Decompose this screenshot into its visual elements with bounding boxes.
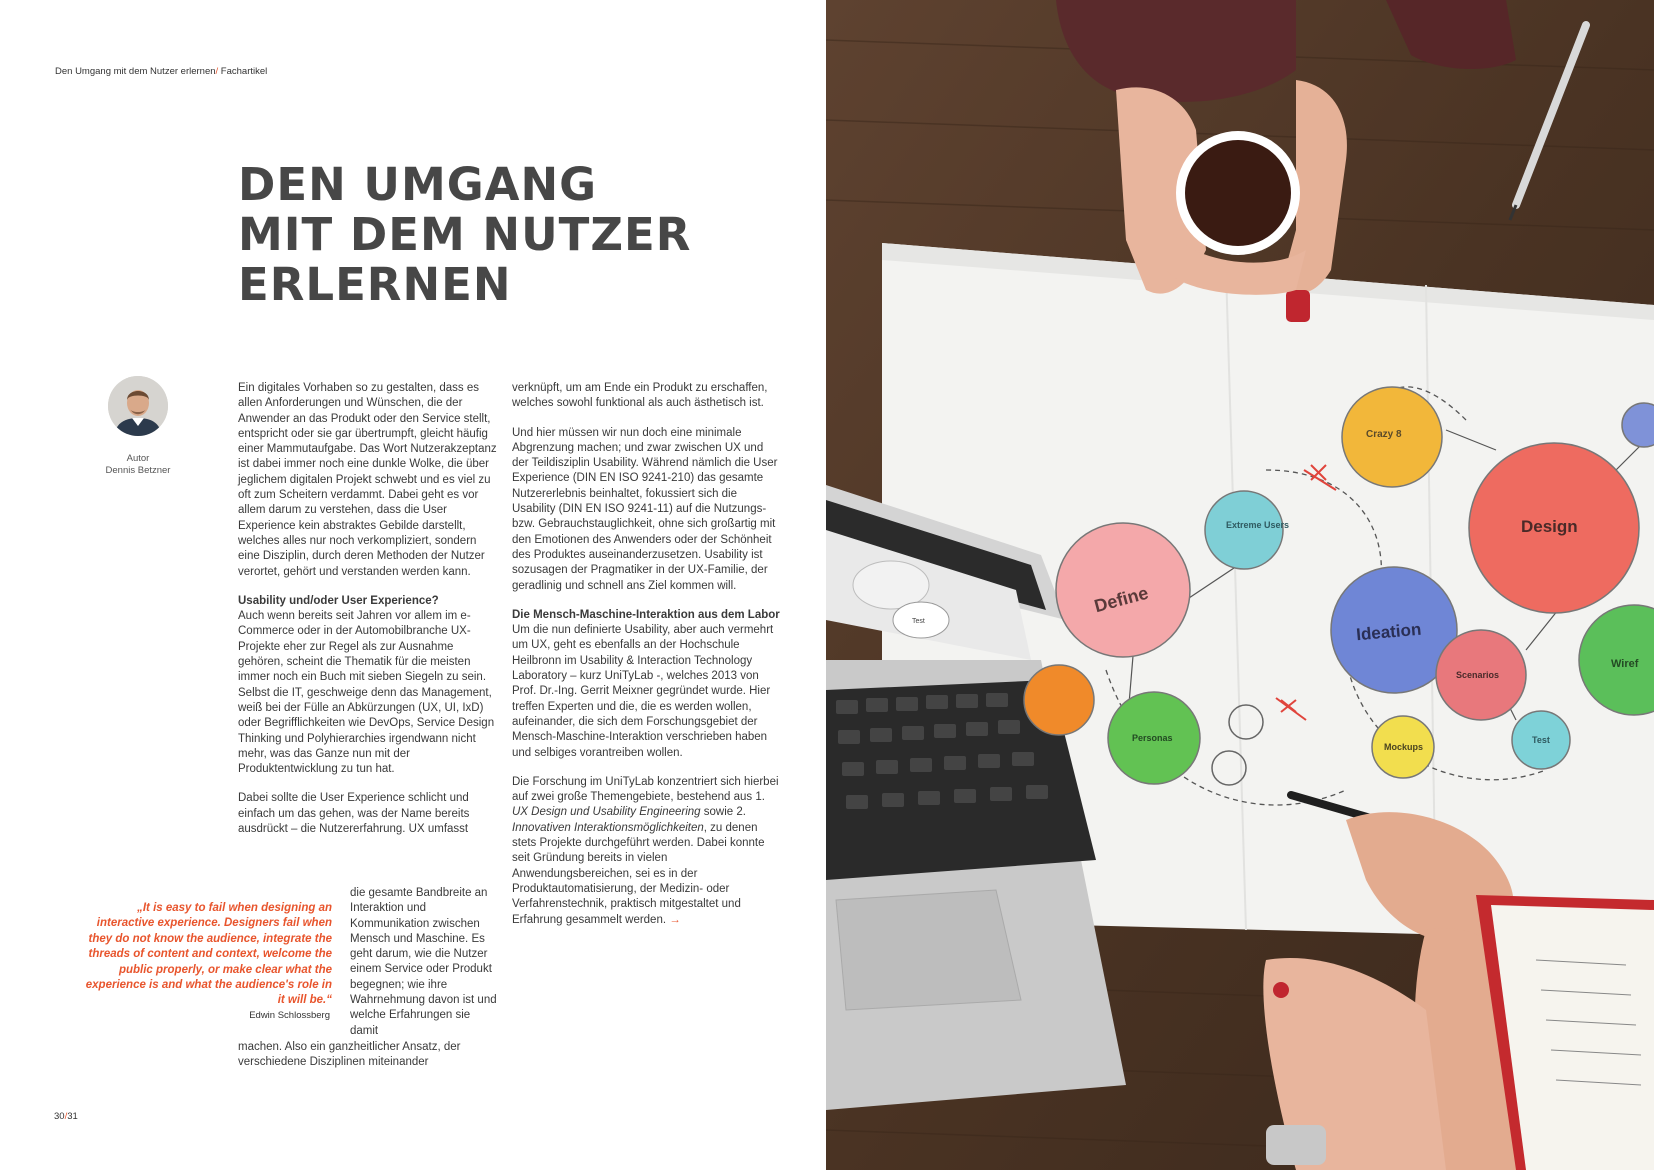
screen-test-label: Test — [912, 618, 925, 625]
bubble-personas: Personas — [1132, 733, 1173, 743]
bubble-test: Test — [1532, 735, 1550, 745]
col2-p4-italic-2: Innovativen Interaktionsmöglichkeiten — [512, 821, 704, 834]
bubble-define: Define — [1092, 582, 1151, 617]
page-number-separator: / — [64, 1111, 68, 1122]
left-page — [0, 0, 826, 1170]
col1-subheading: Usability und/oder User Experience? — [238, 594, 439, 607]
author-avatar — [108, 376, 168, 436]
author-name: Dennis Betzner — [105, 465, 171, 476]
text-column-1 — [238, 381, 498, 851]
text-column-1-wrap — [350, 886, 498, 1053]
page-number-right: 31 — [67, 1111, 78, 1122]
col2-p4-italic-1: UX Design und Usability Engineering — [512, 806, 701, 819]
col1-paragraph-3: Dabei sollte die User Experience schlicht und einfach um das gehen, was der Name bereits ausdrückt – die Nutzererfahrung. UX umfasst — [238, 792, 470, 836]
bubble-mockups: Mockups — [1384, 742, 1424, 752]
col1-paragraph-3-continued: die gesamte Bandbreite an Interaktion und Kommunikation zwischen Mensch und Maschine. Es geht darum, wie die Nutzer einem Service oder Produkt begegnen; wie ihre Wahrnehmung davon ist und welche Erfahrungen sie damit — [350, 887, 497, 1037]
author-label: Autor — [126, 453, 150, 464]
bubble-design: Design — [1521, 517, 1578, 536]
bubble-ideation: Ideation — [1355, 619, 1423, 645]
running-head-category: Fachartikel — [220, 66, 268, 77]
col2-p4-text-a: Die Forschung im UniTyLab konzentriert sich hierbei auf zwei große Themengebiete, bestehend aus 1. — [512, 775, 779, 804]
bubble-extreme-users: Extreme Users — [1226, 520, 1290, 530]
col2-paragraph-2: Und hier müssen wir nun doch eine minimale Abgrenzung machen; und zwar zwischen UX und der Teildisziplin Usability. Während nämlich die User Experience (DIN EN ISO 9241-210) das gesamte Nutzererlebnis beinhaltet, fokussiert sich die Usability (DIN EN ISO 9241-11) auf die Nutzungs- bzw. Gebrauchstauglichkeit, ohne sich großartig mit den Emotionen des Anwenders oder der Schönheit des Produktes auseinanderzusetzen. Usability ist sozusagen der Pragmatiker in der UX-Familie, der geradlinig und schnell ans Ziel kommen will. — [512, 426, 778, 592]
text-column-1-end — [238, 1040, 498, 1085]
headline-line-3: ERLERNEN — [238, 258, 512, 311]
headline-line-2: MIT DEM NUTZER — [238, 208, 692, 261]
col2-p4-text-b: sowie 2. — [703, 806, 746, 819]
continue-arrow-icon: → — [669, 913, 681, 926]
bubble-scenarios: Scenarios — [1456, 670, 1500, 680]
article-headline — [238, 160, 691, 310]
page-number-left: 30 — [54, 1111, 65, 1122]
author-caption — [96, 453, 180, 477]
col2-paragraph-3: Um die nun definierte Usability, aber auch vermehrt um UX, geht es ebenfalls an der Hochschule Heilbronn im Usability & Interaction Technology Laboratory – kurz UniTyLab -, welches 2013 von Prof. Dr.-Ing. Gerrit Meixner gegründet wurde. Hier treffen Experten und die, die es werden wollen, aufeinander, die sich dem Forschungsgebiet der Mensch-Maschine-Interaktion verschrieben haben und selbiges vorantreiben wollen. — [512, 624, 774, 759]
pull-quote-author: Edwin Schlossberg — [249, 1010, 330, 1021]
running-head — [55, 66, 267, 77]
col2-subheading: Die Mensch-Maschine-Interaktion aus dem Labor — [512, 608, 780, 621]
headline-line-1: DEN UMGANG — [238, 158, 598, 211]
col2-paragraph-1: verknüpft, um am Ende ein Produkt zu erschaffen, welches sowohl funktional als auch ästhetisch ist. — [512, 382, 768, 410]
col1-paragraph-2: Auch wenn bereits seit Jahren vor allem im e-Commerce oder in der Automobilbranche UX-Projekte eher zur Regel als zur Ausnahme gehören, scheint die Thematik für die meisten immer noch ein Buch mit sieben Siegeln zu sein. Selbst die IT, geschweige denn das Management, weiß bei der Fülle an Abkürzungen (UX, UI, IxD) oder Begrifflichkeiten wie DevOps, Service Design Thinking und Polyhierarchies irgendwann nicht mehr, was das Ganze nun mit der Produktentwicklung zu tun hat. — [238, 610, 495, 776]
running-head-separator: / — [215, 66, 219, 77]
text-column-2 — [512, 381, 780, 942]
pull-quote: „It is easy to fail when designing an interactive experience. Designers fail when they do not know the audience, integrate the threads of content and context, welcome the public properly, or make clear what the experience is and what the audience's role in it will be.“ — [85, 902, 332, 1007]
col1-paragraph-3-end: machen. Also ein ganzheitlicher Ansatz, der verschiedene Disziplinen miteinander — [238, 1041, 461, 1069]
col2-paragraph-4 — [512, 775, 780, 928]
running-head-title: Den Umgang mit dem Nutzer erlernen — [55, 66, 216, 77]
bubble-wireframes: Wiref — [1611, 658, 1639, 670]
bubble-crazy8: Crazy 8 — [1366, 429, 1402, 440]
col2-p4-text-c: , zu denen stets Projekte durchgeführt werden. Dabei konnte seit Gründung bereits in vielen Anwendungsbereichen, sei es in der Produktautomatisierung, der Medizin- oder Verfahrenstechnik, praktisch mitgestaltet und Erfahrung gesammelt werden. — [512, 821, 765, 926]
page-numbers — [54, 1111, 78, 1122]
desk-photo — [826, 0, 1654, 1170]
photo-page — [826, 0, 1654, 1170]
col1-paragraph-1: Ein digitales Vorhaben so zu gestalten, dass es allen Anforderungen und Wünschen, die der Anwender an das Produkt oder den Service stellt, entspricht oder sie gar übertrumpft, gleicht häufig einer Mammutaufgabe. Das Wort Nutzerakzeptanz ist dabei immer noch eine dunkle Wolke, die über jeglichem digitalen Projekt schwebt und es viel zu oft zum Scheitern verdammt. Dabei geht es vor allem darum zu verstehen, dass die User Experience kein abstraktes Gebilde darstellt, welches alles nur noch verkompliziert, sondern eine Disziplin, durch deren Methoden der Nutzer verortet, gehört und verstanden werden kann. — [238, 382, 497, 578]
